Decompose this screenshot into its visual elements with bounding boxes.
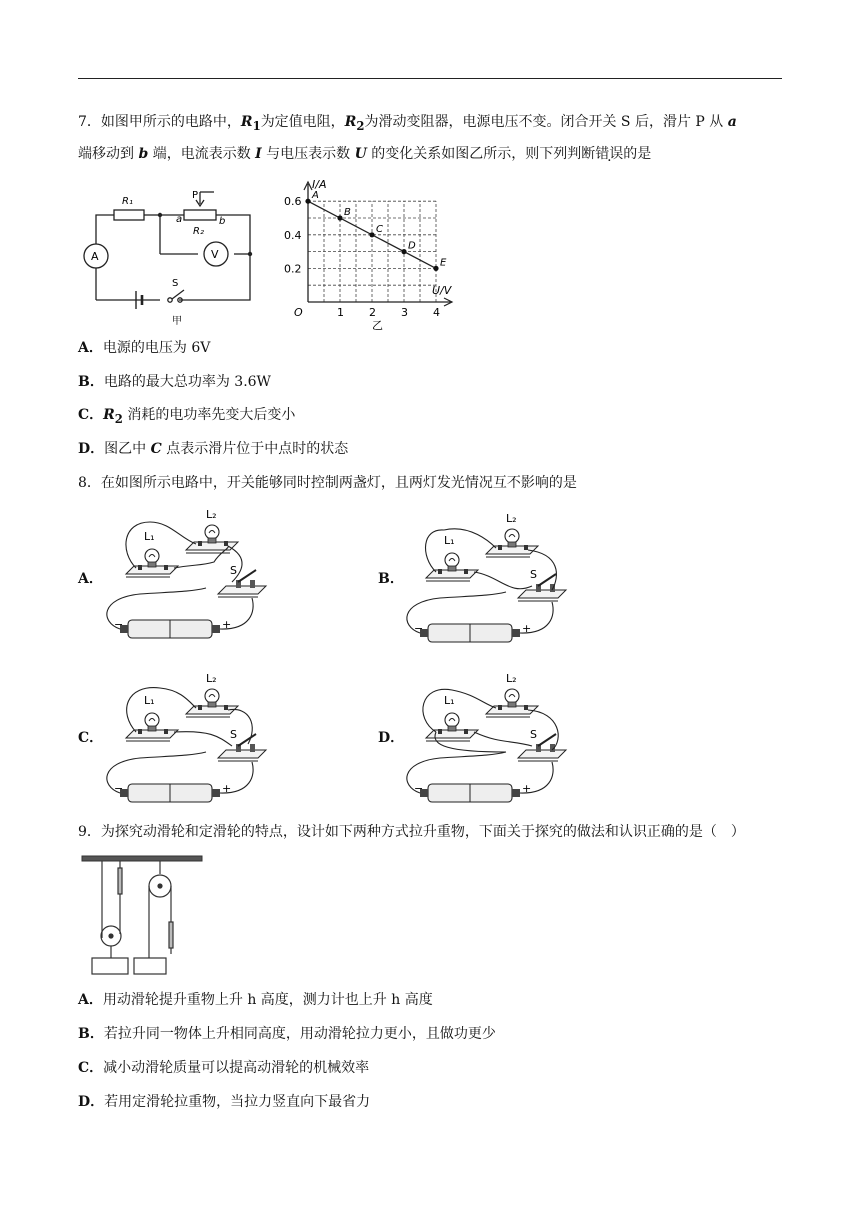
battery-icon bbox=[420, 784, 520, 802]
battery-icon bbox=[420, 624, 520, 642]
graph-point-label: C bbox=[376, 223, 383, 235]
graph-point bbox=[369, 232, 374, 237]
switch-label: S bbox=[230, 564, 237, 577]
q7-stem-line1: 7．如图甲所示的电路中，$R_1$为定值电阻，$R_2$为滑动变阻器，电源电压不变。闭合开关 S 后，滑片 P 从 a bbox=[78, 114, 737, 133]
svg-text:O: O bbox=[294, 306, 303, 319]
battery-minus-label: − bbox=[414, 782, 424, 795]
switch-icon bbox=[218, 734, 266, 761]
q8-option-b-label: B． bbox=[378, 571, 404, 587]
lamp-l2-icon bbox=[186, 689, 238, 717]
lamp-l2-label: L₂ bbox=[506, 512, 517, 525]
x-tick-label: 4 bbox=[433, 306, 440, 319]
q8-circuit-c bbox=[100, 666, 270, 816]
battery-plus-label: + bbox=[522, 622, 532, 635]
lamp-l2-icon bbox=[486, 689, 538, 717]
graph-point bbox=[337, 215, 342, 220]
graph-point-label: E bbox=[440, 257, 447, 269]
x-tick-label: 1 bbox=[337, 306, 344, 319]
svg-text:U/V: U/V bbox=[432, 284, 452, 297]
q7-circuit-diagram bbox=[76, 186, 266, 328]
svg-text:R₂: R₂ bbox=[193, 226, 204, 237]
battery-minus-label: − bbox=[114, 618, 124, 631]
svg-text:R₁: R₁ bbox=[122, 196, 133, 207]
battery-minus-label: − bbox=[114, 782, 124, 795]
svg-text:a: a bbox=[176, 214, 183, 225]
graph-point-label: D bbox=[408, 240, 416, 252]
q8-option-d-label: D． bbox=[378, 730, 405, 746]
q9-option-d: D．若用定滑轮拉重物，当拉力竖直向下最省力 bbox=[78, 1094, 371, 1110]
q7-option-b: B．电路的最大总功率为 3.6W bbox=[78, 374, 271, 390]
lamp-l2-label: L₂ bbox=[206, 508, 217, 521]
svg-text:V: V bbox=[211, 248, 219, 261]
battery-plus-label: + bbox=[522, 782, 532, 795]
emphasis-word: 错误 bbox=[595, 146, 624, 162]
graph-point bbox=[433, 266, 438, 271]
battery-minus-label: − bbox=[414, 622, 424, 635]
svg-text:A: A bbox=[91, 250, 99, 263]
switch-label: S bbox=[530, 728, 537, 741]
lamp-l2-label: L₂ bbox=[506, 672, 517, 685]
svg-text:I/A: I/A bbox=[312, 178, 327, 191]
q8-circuit-b bbox=[400, 506, 570, 656]
switch-icon bbox=[168, 290, 184, 302]
q8-circuit-a bbox=[100, 502, 270, 652]
q8-circuit-d bbox=[400, 666, 570, 816]
lamp-l1-icon bbox=[426, 553, 478, 581]
svg-text:P: P bbox=[192, 190, 199, 201]
q7-option-c: C．$R_2$ 消耗的电功率先变大后变小 bbox=[78, 407, 296, 426]
q9-option-b: B．若拉升同一物体上升相同高度，用动滑轮拉力更小，且做功更少 bbox=[78, 1026, 496, 1042]
q9-option-c: C．减小动滑轮质量可以提高动滑轮的机械效率 bbox=[78, 1060, 370, 1076]
svg-text:S: S bbox=[172, 278, 179, 289]
battery-plus-label: + bbox=[222, 618, 232, 631]
q8-option-c-label: C． bbox=[78, 730, 104, 746]
switch-label: S bbox=[230, 728, 237, 741]
lamp-l1-icon bbox=[126, 713, 178, 741]
q8-option-a-label: A． bbox=[78, 571, 103, 587]
switch-icon bbox=[518, 574, 566, 601]
lamp-l1-icon bbox=[426, 713, 478, 741]
lamp-l1-icon bbox=[126, 549, 178, 577]
lamp-l1-label: L₁ bbox=[444, 694, 455, 707]
switch-label: S bbox=[530, 568, 537, 581]
lamp-l1-label: L₁ bbox=[444, 534, 455, 547]
y-tick-label: 0.4 bbox=[284, 228, 302, 242]
q9-option-a: A．用动滑轮提升重物上升 h 高度，测力计也上升 h 高度 bbox=[78, 992, 433, 1008]
q7-stem-line2: 端移动到 b 端，电流表示数 I 与电压表示数 U 的变化关系如图乙所示，则下列判断错误的是 bbox=[78, 146, 652, 162]
svg-text:甲: 甲 bbox=[172, 316, 182, 327]
y-tick-label: 0.2 bbox=[284, 262, 302, 276]
graph-point-label: A bbox=[312, 190, 319, 202]
graph-point bbox=[401, 249, 406, 254]
q7-option-a: A．电源的电压为 6V bbox=[78, 340, 211, 356]
svg-text:b: b bbox=[219, 216, 226, 227]
y-tick-label: 0.6 bbox=[284, 195, 302, 209]
graph-point bbox=[305, 199, 310, 204]
lamp-l2-icon bbox=[186, 525, 238, 553]
battery-icon bbox=[120, 620, 220, 638]
x-tick-label: 3 bbox=[401, 306, 408, 319]
lamp-l2-label: L₂ bbox=[206, 672, 217, 685]
lamp-l1-label: L₁ bbox=[144, 530, 155, 543]
lamp-l1-label: L₁ bbox=[144, 694, 155, 707]
switch-icon bbox=[518, 734, 566, 761]
x-tick-label: 2 bbox=[369, 306, 376, 319]
q7-option-d: D．图乙中 C 点表示滑片位于中点时的状态 bbox=[78, 441, 349, 457]
header-rule bbox=[78, 78, 782, 79]
graph-point-label: B bbox=[344, 207, 351, 218]
lamp-l2-icon bbox=[486, 529, 538, 557]
svg-text:乙: 乙 bbox=[372, 319, 383, 332]
battery-icon bbox=[120, 784, 220, 802]
q8-stem: 8．在如图所示电路中，开关能够同时控制两盏灯，且两灯发光情况互不影响的是 bbox=[78, 475, 577, 491]
battery-plus-label: + bbox=[222, 782, 232, 795]
q9-stem: 9．为探究动滑轮和定滑轮的特点，设计如下两种方式拉升重物，下面关于探究的做法和认识正确的是（ ） bbox=[78, 824, 745, 840]
switch-icon bbox=[218, 570, 266, 597]
q7-iu-graph bbox=[284, 176, 474, 336]
q9-pulley-diagram bbox=[78, 852, 208, 978]
